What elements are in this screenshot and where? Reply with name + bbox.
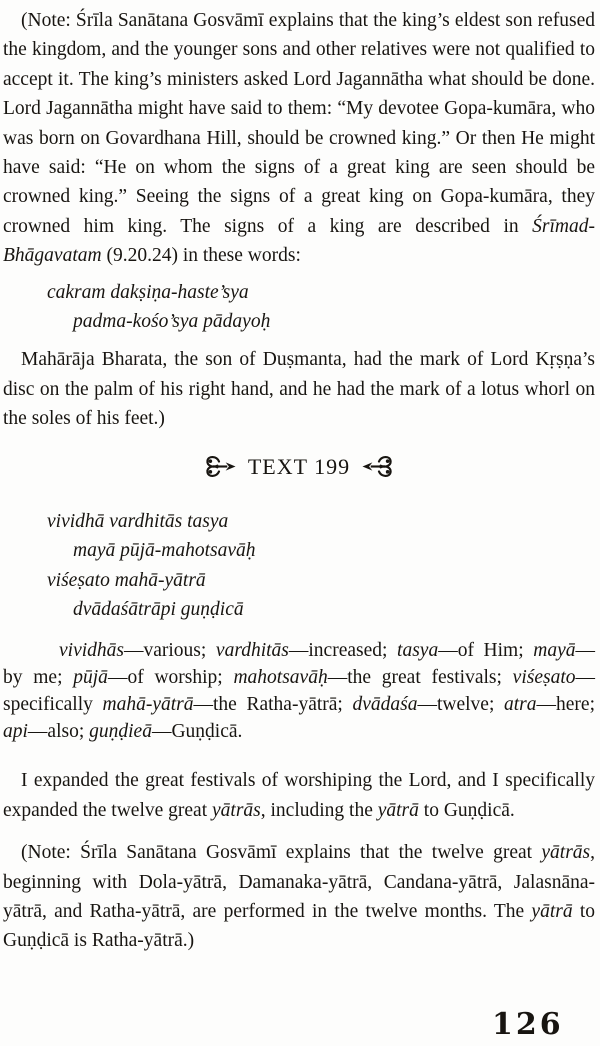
text-run: —by me; [3,640,595,689]
verse-line: padma-kośo’sya pādayoḥ [73,311,271,333]
sanskrit-term: vividhās [59,640,124,662]
text-run: —here; [536,694,595,716]
text-run: , including the [260,799,378,821]
sanskrit-term: atra [504,694,537,716]
note-paragraph-1 [3,6,595,271]
text-run: —various; [123,640,216,662]
text-heading-label: TEXT 199 [247,453,351,479]
text-run: (Note: Śrīla Sanātana Gosvāmī explains that the king’s eldest son refused the kingdom, and the younger sons and other relatives were not qualified to accept it. The king’s ministers asked Lord Jagannātha what should be done. Lord Jagannātha might have said to them: “My devotee Gopa-kumāra, who was born on Govardhana Hill, should be crowned king.” Or then He might have said: “He on whom the signs of a great king are seen should be crowned king.” Seeing the signs of a great king on Gopa-kumāra, they crowned him king. The signs of a king are described in [3,10,595,237]
bhagavatam-quote-verse [47,278,595,337]
text-run: (9.20.24) in these words: [101,245,301,267]
text-run: I expanded the great festivals of worshiping the Lord, and I specifically expanded the twelve great [3,770,595,821]
text199-verse [47,507,595,625]
page-number: 126 [492,1007,564,1042]
translation-paragraph [3,766,595,825]
text-heading [3,453,595,480]
text-run: (Note: Śrīla Sanātana Gosvāmī explains that the twelve great [21,842,542,864]
verse-line: viśeṣato mahā-yātrā [47,569,206,591]
sanskrit-term: guṇḍieā [89,721,152,743]
text-run: —of worship; [107,667,234,689]
sanskrit-term: mahā-yātrā [102,694,194,716]
text-run: —specifically [3,667,595,716]
text-run: —the Ratha-yātrā; [193,694,353,716]
verse-line: cakram dakṣiṇa-haste’sya [47,281,249,303]
text-run: to Guṇḍicā. [418,799,515,821]
sanskrit-term: mahotsavāḥ [233,667,328,689]
fleuron-arrow-icon [205,453,238,480]
text-run: to Guṇḍicā is Ratha-yātrā.) [3,900,595,952]
sanskrit-term: vardhitās [215,640,289,662]
text-run: —twelve; [417,694,504,716]
verse-line: vividhā vardhitās tasya [47,510,229,532]
sanskrit-term: tasya [397,640,439,662]
text-run: —increased; [288,640,398,662]
sanskrit-term: yātrā [377,799,419,821]
bharata-paragraph [3,345,595,433]
verse-line: mayā pūjā-mahotsavāḥ [73,540,256,562]
text-run: , beginning with Dola-yātrā, Damanaka-yātrā, Candana-yātrā, Jalasnāna-yātrā, and Ratha-yātrā, are performed in the twelve months. The [3,842,595,922]
sanskrit-term: api [3,721,28,743]
sanskrit-term: yātrās [541,842,591,864]
text-run: —also; [27,721,90,743]
sanskrit-term: dvādaśa [352,694,418,716]
text-run: Mahārāja Bharata, the son of Duṣmanta, had the mark of Lord Kṛṣṇa’s disc on the palm of his right hand, and he had the mark of a lotus whorl on the soles of his feet.) [3,349,595,430]
text-run: —the great festivals; [327,667,513,689]
word-for-word-synonyms [3,637,595,745]
note-paragraph-2 [3,838,595,956]
sanskrit-term: viśeṣato [512,667,576,689]
text-run: —of Him; [438,640,534,662]
fleuron-arrow-mirrored-icon [360,453,393,480]
verse-line: dvādaśātrāpi guṇḍicā [73,598,244,620]
sanskrit-term: yātrā [531,900,573,922]
sanskrit-term: mayā [533,640,576,662]
text-run: —Guṇḍicā. [151,721,243,743]
sanskrit-term: Śrīmad-Bhāgavatam [3,215,595,267]
sanskrit-term: yātrās [212,799,261,821]
sanskrit-term: pūjā [73,667,108,689]
